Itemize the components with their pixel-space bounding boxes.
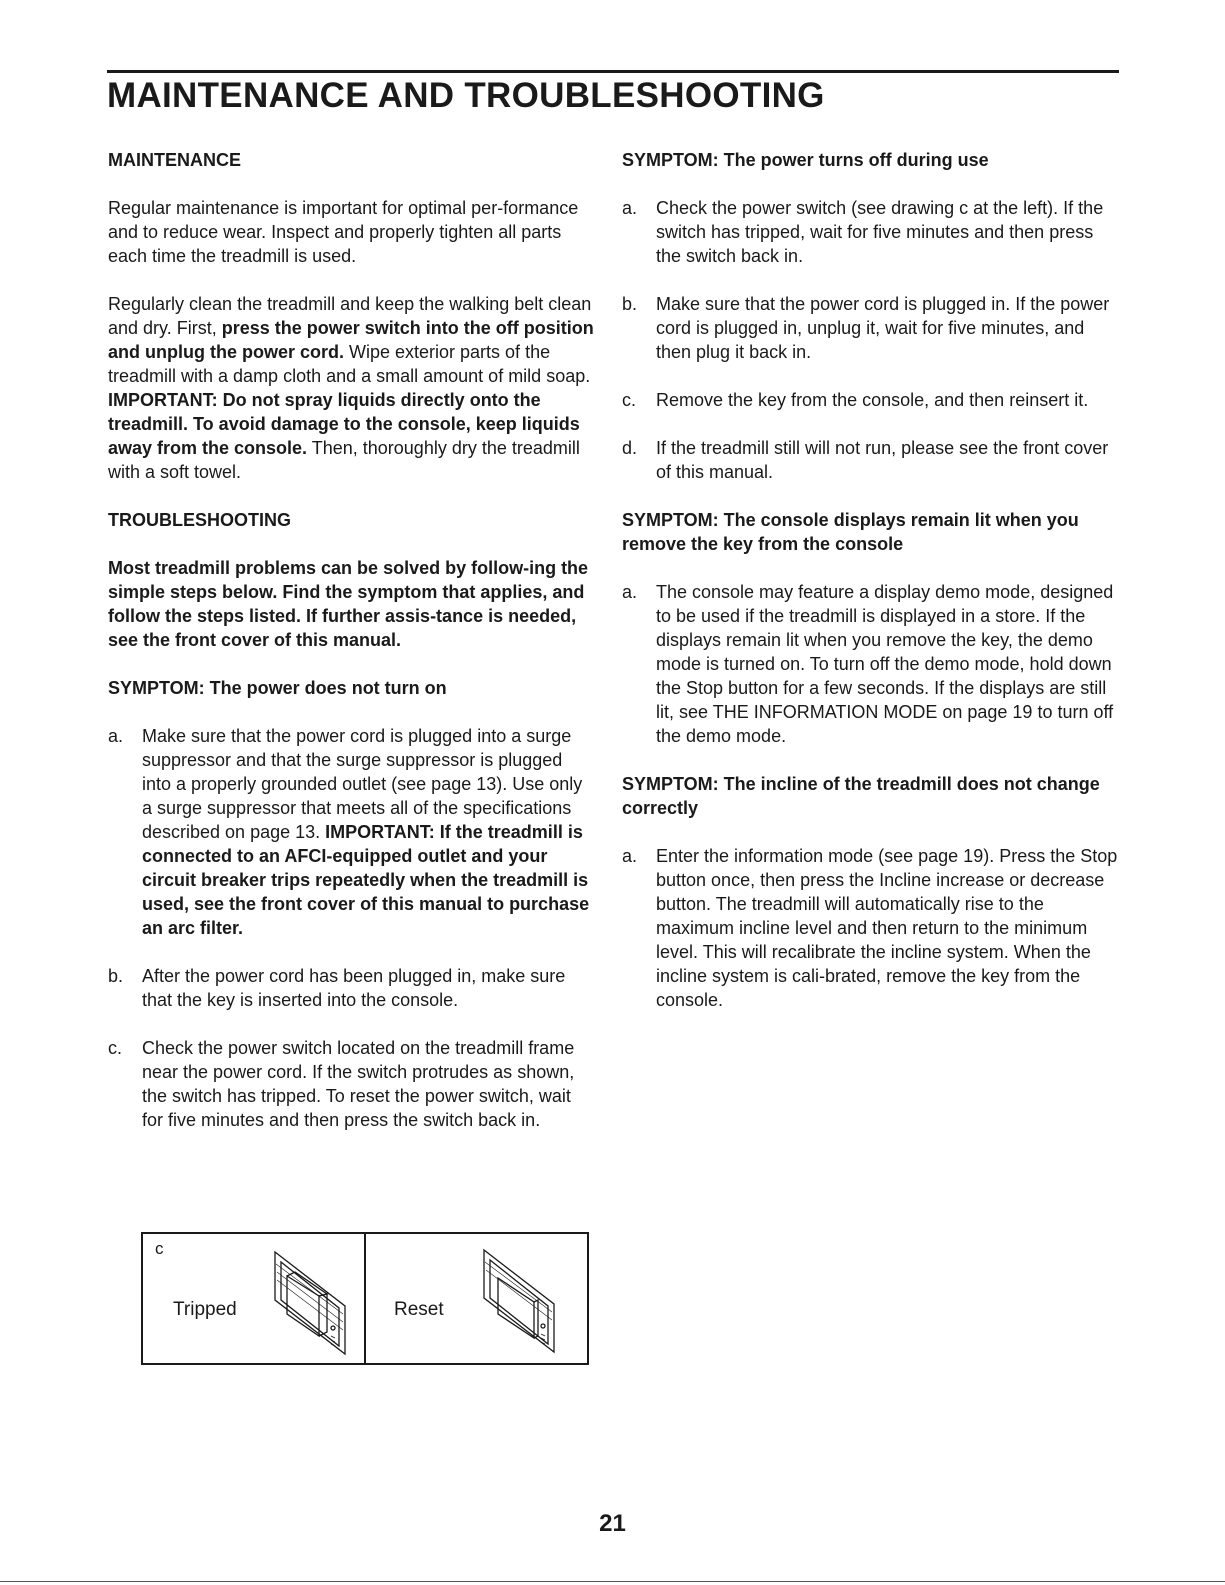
text-run-bold: IMPORTANT: If the treadmill is connected to an AFCI-equipped outlet and your circuit breaker trips repeatedly when the treadmill is used, see the front cover of this manual to purchase an arc filter.: [142, 822, 590, 938]
symptom-power-off-heading: SYMPTOM: The power turns off during use: [622, 150, 989, 170]
list-label: b.: [108, 966, 124, 986]
right-column: [622, 148, 1118, 1012]
list-text: Make sure that the power cord is plugged in. If the power cord is plugged in, unplug it, wait for five minutes, and then plug it back in.: [656, 294, 1110, 362]
list-label: d.: [622, 438, 638, 458]
list-item: [622, 844, 1118, 1012]
power-switch-figure: [141, 1232, 589, 1365]
figure-letter: c: [155, 1239, 164, 1258]
list-label: b.: [622, 294, 638, 314]
maintenance-paragraph-1: Regular maintenance is important for optimal per-formance and to reduce wear. Inspect and properly tighten all parts each time the treadmill is used.: [108, 198, 579, 266]
text-run-bold: IMPORTANT: Do not spray liquids directly onto the treadmill. To avoid damage to the console, keep liquids away from the console.: [108, 390, 580, 458]
text-run: Then, thoroughly dry the treadmill with a soft towel.: [108, 438, 580, 482]
list-text: Enter the information mode (see page 19). Press the Stop button once, then press the Incline increase or decrease button. The treadmill will automatically rise to the maximum incline level and then return to the minimum level. This will recalibrate the incline system. When the incline system is cali-brated, remove the key from the console.: [656, 846, 1118, 1010]
text-run-bold: press the power switch into the off position and unplug the power cord.: [108, 318, 594, 362]
list-text: After the power cord has been plugged in, make sure that the key is inserted into the console.: [142, 966, 566, 1010]
list-item: [108, 1036, 594, 1132]
symptom-power-on-heading: SYMPTOM: The power does not turn on: [108, 678, 447, 698]
list-label: a.: [622, 198, 638, 218]
tripped-label: Tripped: [173, 1299, 237, 1320]
symptom-incline-heading: SYMPTOM: The incline of the treadmill does not change correctly: [622, 774, 1100, 818]
list-text: If the treadmill still will not run, please see the front cover of this manual.: [656, 438, 1109, 482]
list-label: a.: [622, 846, 638, 866]
list-label: c.: [622, 390, 637, 410]
list-item: [622, 436, 1118, 484]
list-text: Check the power switch located on the treadmill frame near the power cord. If the switch protrudes as shown, the switch has tripped. To reset the power switch, wait for five minutes and then press the switch back in.: [142, 1038, 575, 1130]
list-text: The console may feature a display demo mode, designed to be used if the treadmill is displayed in a store. If the displays remain lit when you remove the key, the demo mode is turned on. To turn off the demo mode, hold down the Stop button for a few seconds. If the displays are still lit, see THE INFORMATION MODE on page 19 to turn off the demo mode.: [656, 582, 1114, 746]
list-item: [622, 292, 1118, 364]
list-item: [622, 388, 1118, 412]
page-number: 21: [599, 1510, 626, 1537]
list-text: Remove the key from the console, and then reinsert it.: [656, 390, 1089, 410]
list-label: c.: [108, 1038, 123, 1058]
bottom-rule: [0, 1581, 1225, 1582]
list-text: [142, 724, 594, 940]
list-item: [108, 724, 594, 940]
list-label: a.: [622, 582, 638, 602]
tripped-panel: [143, 1234, 364, 1363]
list-item: [622, 580, 1118, 748]
reset-label: Reset: [394, 1299, 444, 1320]
maintenance-paragraph-2: [108, 292, 594, 484]
symptom-displays-lit-heading: SYMPTOM: The console displays remain lit when you remove the key from the console: [622, 510, 1079, 554]
text-run: Make sure that the power cord is plugged into a surge suppressor and that the surge suppressor is plugged into a properly grounded outlet (see page 13). Use only a surge suppressor that meets all of the specifications described on page 13.: [142, 726, 583, 842]
troubleshooting-intro: Most treadmill problems can be solved by follow-ing the simple steps below. Find the symptom that applies, and follow the steps listed. If further assis-tance is needed, see the front cover of this manual.: [108, 558, 589, 650]
list-label: a.: [108, 726, 124, 746]
list-item: [108, 964, 594, 1012]
reset-panel: [364, 1234, 587, 1363]
left-column: [108, 148, 594, 1132]
reset-switch-icon: [480, 1248, 560, 1358]
page-title: MAINTENANCE AND TROUBLESHOOTING: [107, 76, 825, 115]
tripped-switch-icon: [271, 1250, 351, 1360]
maintenance-heading: MAINTENANCE: [108, 150, 241, 170]
title-rule: [107, 70, 1119, 73]
list-item: [622, 196, 1118, 268]
troubleshooting-heading: TROUBLESHOOTING: [108, 510, 291, 530]
text-run: Regularly clean the treadmill and keep the walking belt clean and dry. First,: [108, 294, 592, 338]
list-text: Check the power switch (see drawing c at the left). If the switch has tripped, wait for five minutes and then press the switch back in.: [656, 198, 1104, 266]
text-run: Wipe exterior parts of the treadmill with a damp cloth and a small amount of mild soap.: [108, 342, 591, 386]
